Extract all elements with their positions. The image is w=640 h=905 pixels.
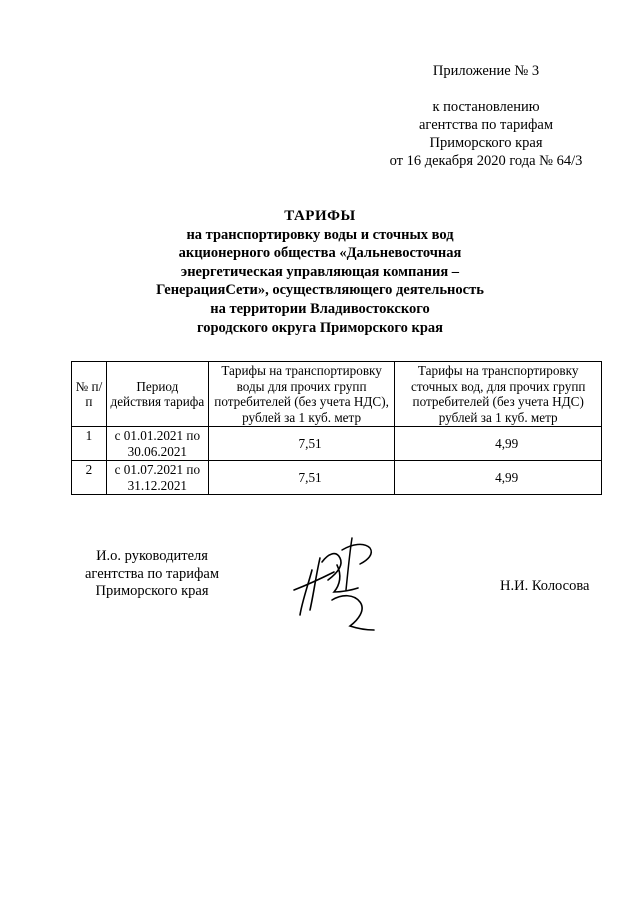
row-number: 2 [72,461,107,495]
title-line: акционерного общества «Дальневосточная [178,245,462,262]
signer-name: Н.И. Колосова [500,578,590,594]
appendix-line: от 16 декабря 2020 года № 64/3 [389,153,583,169]
document-title [110,207,530,337]
handwritten-signature-icon [282,530,392,640]
title-line: ГенерацияСети», осуществляющего деятельность [156,282,484,299]
appendix-title: Приложение № 3 [432,63,540,79]
row-period: с 01.01.2021 по 30.06.2021 [106,427,208,461]
header-water-tariff: Тарифы на транспортировку воды для прочих групп потребителей (без учета НДС), рублей за 1 куб. метр [208,362,395,427]
title-line: на транспортировку воды и сточных вод [186,226,454,243]
table-row [72,427,602,461]
tariffs-table [71,361,602,495]
row-water-tariff: 7,51 [208,427,395,461]
appendix-line: агентства по тарифам [419,117,553,133]
table-row [72,461,602,495]
title-line: на территории Владивостокского [210,300,430,317]
signer-position [72,548,232,601]
row-number: 1 [72,427,107,461]
row-sewage-tariff: 4,99 [395,427,602,461]
appendix-reference [380,98,592,170]
header-number: № п/п [72,362,107,427]
signer-position-line: агентства по тарифам [85,565,219,582]
header-period: Период действия тарифа [106,362,208,427]
signer-position-line: И.о. руководителя [96,548,208,564]
header-sewage-tariff: Тарифы на транспортировку сточных вод, для прочих групп потребителей (без учета НДС) рублей за 1 куб. метр [395,362,602,427]
row-period: с 01.07.2021 по 31.12.2021 [106,461,208,495]
appendix-line: к постановлению [432,99,540,115]
table-header-row [72,362,602,427]
signer-position-line: Приморского края [95,583,209,599]
row-sewage-tariff: 4,99 [395,461,602,495]
row-water-tariff: 7,51 [208,461,395,495]
document-heading: ТАРИФЫ [284,208,356,224]
appendix-line: Приморского края [429,135,543,151]
title-line: энергетическая управляющая компания – [180,263,460,280]
title-line: городского округа Приморского края [197,319,443,336]
